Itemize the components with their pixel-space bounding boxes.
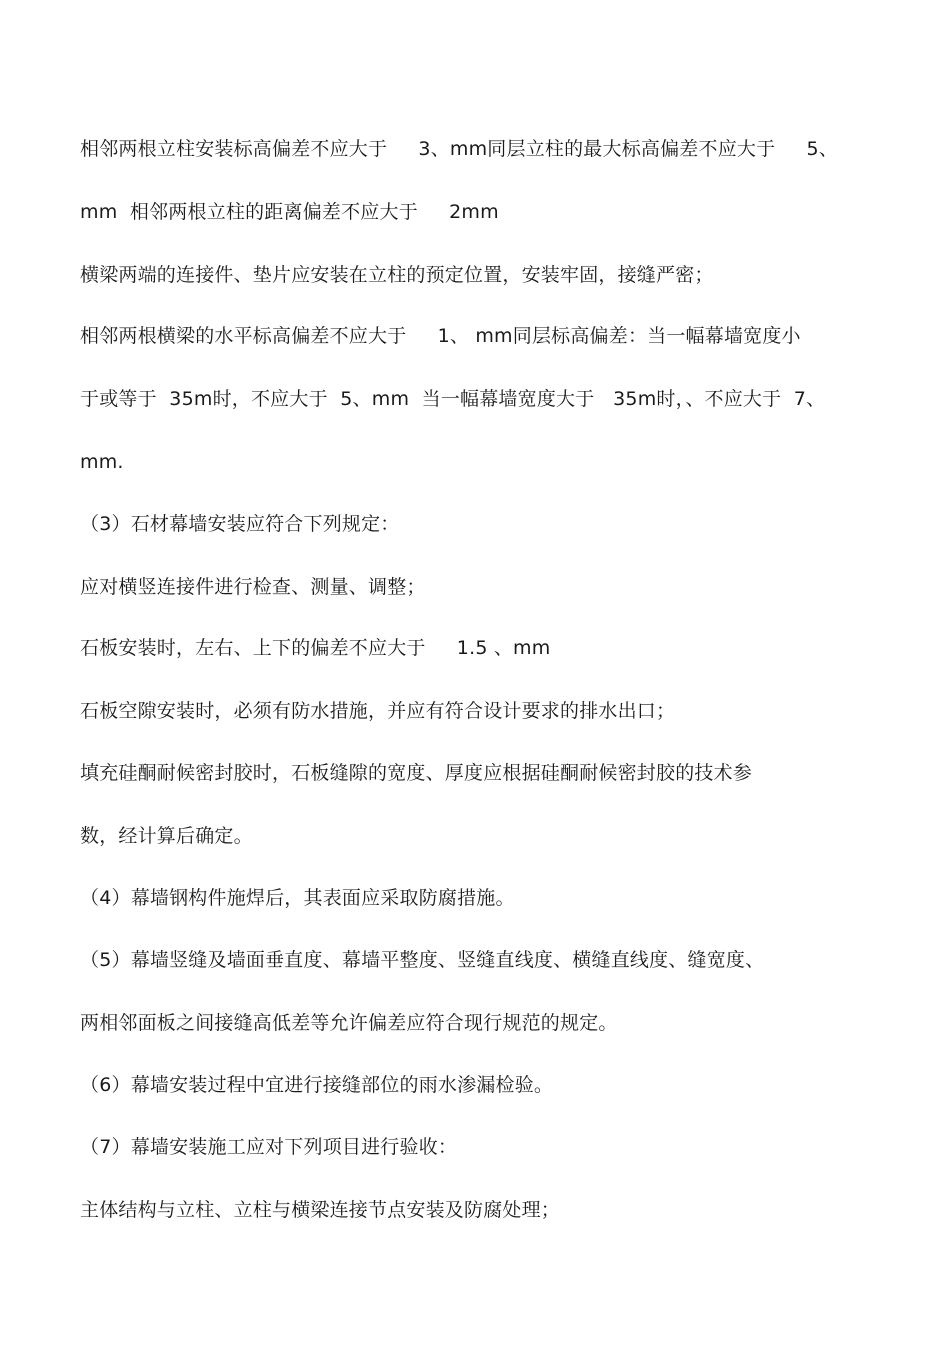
section-heading: （3）石材幕墙安装应符合下列规定：: [80, 513, 400, 535]
text-line: 填充硅酮耐候密封胶时，石板缝隙的宽度、厚度应根据硅酮耐候密封胶的技术参: [80, 762, 753, 784]
text-line: 石板安装时，左右、上下的偏差不应大于 1.5 、mm: [80, 637, 551, 659]
section-heading: （5）幕墙竖缝及墙面垂直度、幕墙平整度、竖缝直线度、横缝直线度、缝宽度、: [80, 949, 765, 971]
section-heading: （7）幕墙安装施工应对下列项目进行验收：: [80, 1136, 458, 1158]
text-line: 主体结构与立柱、立柱与横梁连接节点安装及防腐处理；: [80, 1199, 561, 1221]
text-line: 横梁两端的连接件、垫片应安装在立柱的预定位置，安装牢固，接缝严密；: [80, 264, 714, 286]
text-line: 相邻两根横梁的水平标高偏差不应大于 1、 mm同层标高偏差：当一幅幕墙宽度小: [80, 325, 801, 347]
section-heading: （4）幕墙钢构件施焊后，其表面应采取防腐措施。: [80, 887, 515, 909]
text-line: 两相邻面板之间接缝高低差等允许偏差应符合现行规范的规定。: [80, 1012, 618, 1034]
text-line: 相邻两根立柱安装标高偏差不应大于 3、mm同层立柱的最大标高偏差不应大于 5、: [80, 138, 838, 160]
text-line: 应对横竖连接件进行检查、测量、调整；: [80, 576, 426, 598]
text-line: mm 相邻两根立柱的距离偏差不应大于 2mm: [80, 201, 499, 223]
section-heading: （6）幕墙安装过程中宜进行接缝部位的雨水渗漏检验。: [80, 1074, 554, 1096]
text-line: 于或等于 35m时，不应大于 5、mm 当一幅幕墙宽度大于 35m时，、不应大于 7、: [80, 388, 826, 410]
text-line: mm.: [80, 451, 124, 473]
text-line: 石板空隙安装时，必须有防水措施，并应有符合设计要求的排水出口；: [80, 700, 676, 722]
text-line: 数，经计算后确定。: [80, 825, 253, 847]
